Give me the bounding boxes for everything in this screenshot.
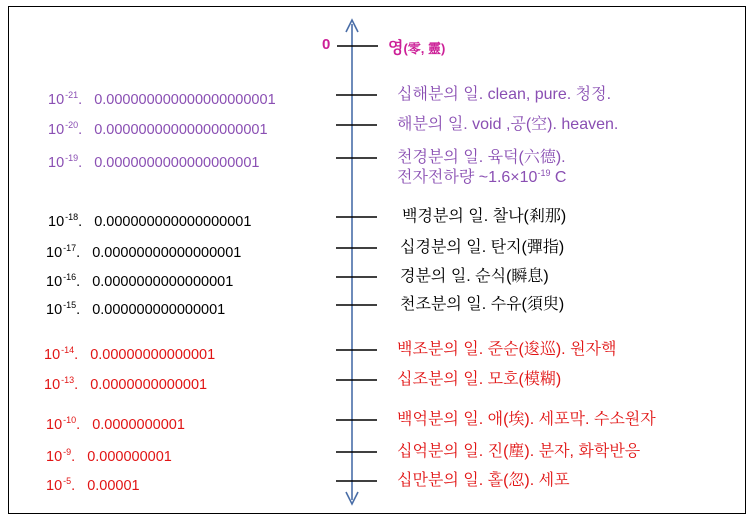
power-of-ten: $10^{-14}$. [44, 345, 79, 363]
power-exponent: -5 [63, 476, 72, 486]
power-base: 10 [46, 245, 63, 261]
power-exponent: -9 [63, 447, 72, 457]
decimal-number: 0.00000000000001 [90, 347, 216, 363]
zero-word: 영 [388, 40, 404, 57]
power-base: 10 [46, 417, 63, 433]
scale-row-description: 백억분의 일. 애(埃). 세포막. 수소원자 [397, 411, 656, 428]
decimal-number: 0.0000000000001 [90, 377, 208, 393]
power-exponent: -21 [65, 90, 79, 100]
charge-unit: C [550, 169, 567, 186]
scale-row-value [48, 206, 251, 228]
decimal-number: 0.0000000001 [92, 417, 185, 433]
scale-row-value [46, 441, 172, 463]
scale-row-value [46, 237, 241, 259]
scale-row-description: 백경분의 일. 찰나(剎那) [402, 208, 567, 225]
charge-text: 전자전하량 ~1.6×10 [397, 169, 538, 186]
scale-row-value [48, 84, 276, 106]
power-of-ten: $10^{-17}$. [46, 243, 81, 261]
power-base: 10 [48, 214, 65, 230]
power-base: 10 [46, 274, 63, 290]
scale-row-description: 십경분의 일. 탄지(彈指) [400, 239, 565, 256]
decimal-number: 0.000000000000000001 [94, 214, 252, 230]
power-base: 10 [46, 449, 63, 465]
decimal-number: 0.000000001 [87, 449, 172, 465]
power-base: 10 [46, 302, 63, 318]
power-of-ten: $10^{-13}$. [44, 375, 79, 393]
scale-row-description: 십만분의 일. 홀(忽). 세포 [397, 472, 570, 489]
power-exponent: -15 [63, 300, 77, 310]
scale-row-value [46, 266, 233, 288]
zero-hanja: (零, 靈) [403, 41, 446, 56]
scale-row-value [46, 294, 225, 316]
power-of-ten: $10^{-19}$. [48, 153, 83, 171]
scale-row-description: 경분의 일. 순식(瞬息) [400, 268, 549, 285]
electron-charge-note [397, 164, 566, 187]
decimal-number: 0.0000000000000001 [92, 274, 234, 290]
power-exponent: -19 [65, 153, 79, 163]
power-of-ten: $10^{-9}$. [46, 447, 76, 465]
power-base: 10 [48, 122, 65, 138]
power-exponent: -10 [63, 415, 77, 425]
power-base: 10 [44, 347, 61, 363]
scale-row-description: 십조분의 일. 모호(模糊) [397, 371, 562, 388]
power-of-ten: $10^{-10}$. [46, 415, 81, 433]
decimal-number: 0.000000000000001 [92, 302, 226, 318]
power-base: 10 [44, 377, 61, 393]
zero-value: 0 [322, 36, 331, 53]
scale-row-description: 천조분의 일. 수유(須臾) [400, 296, 565, 313]
decimal-number: 0.00000000000000001 [92, 245, 242, 261]
scale-row-value [44, 369, 207, 391]
decimal-number: 0.0000000000000000001 [94, 155, 260, 171]
scale-row-value [48, 114, 268, 136]
power-base: 10 [46, 478, 63, 494]
power-of-ten: $10^{-21}$. [48, 90, 83, 108]
power-exponent: -18 [65, 212, 79, 222]
power-exponent: -17 [63, 243, 77, 253]
scale-row-description: 십억분의 일. 진(塵). 분자, 화학반응 [397, 443, 641, 460]
power-exponent: -13 [61, 375, 75, 385]
power-of-ten: $10^{-16}$. [46, 272, 81, 290]
scale-row-description: 십해분의 일. clean, pure. 청정. [397, 86, 612, 103]
zero-label [388, 35, 445, 58]
power-base: 10 [48, 92, 65, 108]
power-of-ten: $10^{-5}$. [46, 476, 76, 494]
scale-row-value [46, 409, 185, 431]
power-exponent: -14 [61, 345, 75, 355]
scale-row-value [44, 339, 215, 361]
power-base: 10 [48, 155, 65, 171]
power-of-ten: $10^{-18}$. [48, 212, 83, 230]
power-exponent: -16 [63, 272, 77, 282]
power-of-ten: $10^{-20}$. [48, 120, 83, 138]
decimal-number: 0.00000000000000000001 [94, 122, 268, 138]
scale-row-description: 해분의 일. void ,공(空). heaven. [397, 116, 619, 133]
power-exponent: -20 [65, 120, 79, 130]
scale-row-value [46, 470, 140, 492]
scale-row-description: 백조분의 일. 준순(逡巡). 원자핵 [397, 341, 617, 358]
scale-row-value [48, 147, 260, 169]
power-of-ten: $10^{-15}$. [46, 300, 81, 318]
decimal-number: 0.00001 [87, 478, 140, 494]
scale-row-description: 천경분의 일. 육덕(六德). [397, 149, 566, 166]
decimal-number: 0.000000000000000000001 [94, 92, 276, 108]
charge-exponent: -19 [537, 168, 551, 178]
